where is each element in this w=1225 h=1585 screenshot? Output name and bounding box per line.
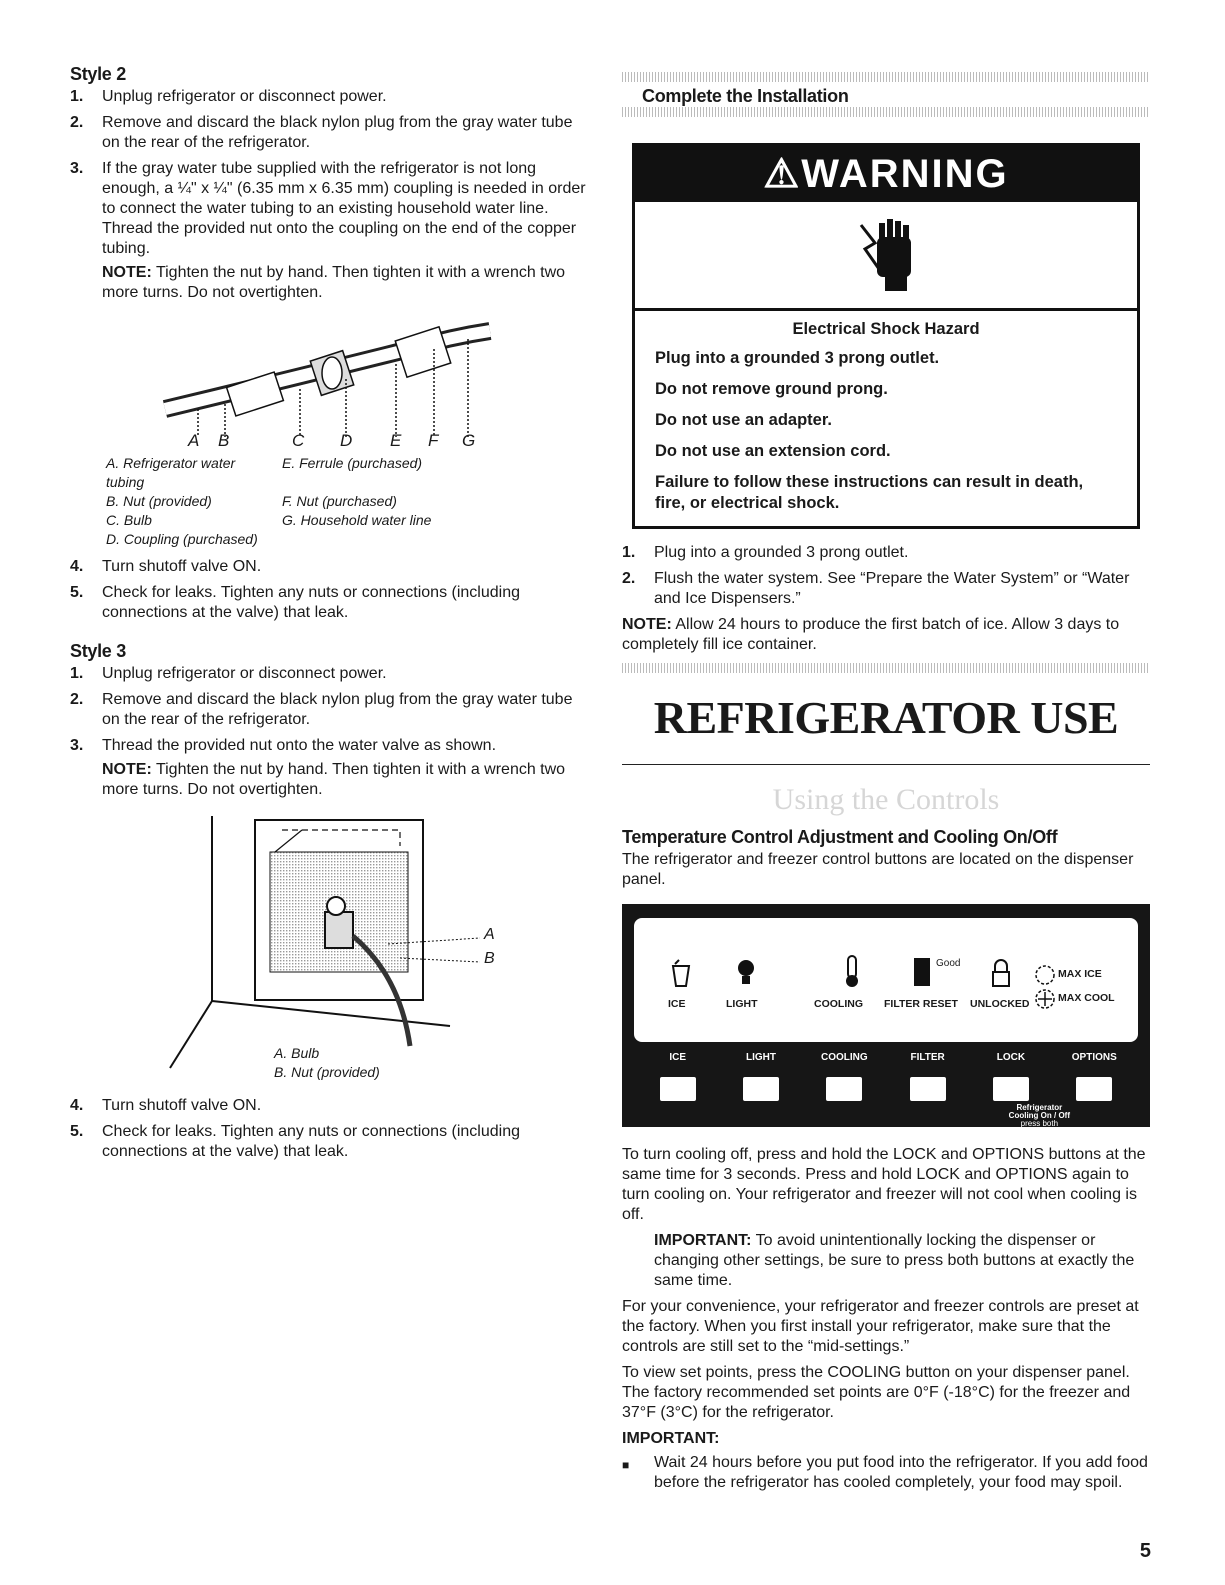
- lock-button[interactable]: LOCK: [981, 1052, 1041, 1101]
- shock-hazard-icon: [635, 202, 1137, 311]
- style2-captions: A. Refrigerator water tubing E. Ferrule (purchased) B. Nut (provided) F. Nut (purchased) C. Bulb G. Household water line D. Coupling (purchased): [106, 455, 432, 547]
- divider: [622, 72, 1150, 82]
- list-item: 4. Turn shutoff valve ON.: [70, 558, 262, 575]
- cooling-off-text: To turn cooling off, press and hold the LOCK and OPTIONS buttons at the same time for 3 seconds. Press and hold LOCK and OPTIONS again to turn cooling on. Your refrigerator and freezer will not cool when cooling is off.: [622, 1146, 1146, 1223]
- complete-note: NOTE: Allow 24 hours to produce the first batch of ice. Allow 3 days to completely fill ice container.: [622, 616, 1120, 653]
- page-number: 5: [1139, 1540, 1151, 1562]
- label-c: C: [292, 431, 305, 450]
- style2-note: NOTE: Tighten the nut by hand. Then tighten it with a wrench two more turns. Do not overtighten.: [102, 264, 566, 301]
- list-item: 1. Plug into a grounded 3 prong outlet.: [622, 544, 909, 561]
- label-b: B: [218, 431, 230, 450]
- complete-heading: Complete the Installation: [642, 86, 849, 106]
- style2-heading: Style 2: [70, 64, 126, 84]
- list-item: 3. Thread the provided nut onto the water valve as shown.: [70, 737, 497, 754]
- label-a: A: [188, 431, 200, 450]
- section-title: Using the Controls: [772, 783, 1000, 816]
- title-rule: [622, 764, 1150, 765]
- max-cool-label: MAX COOL: [1058, 992, 1115, 1004]
- divider: [622, 663, 1150, 673]
- label-g: G: [462, 431, 476, 450]
- divider: [622, 107, 1150, 117]
- cooling-onoff-badge: Refrigerator Cooling On / Off press both: [1008, 1103, 1070, 1128]
- display-cooling-label: COOLING: [814, 998, 863, 1010]
- max-cool-icon: [1034, 988, 1056, 1013]
- style3-note: NOTE: Tighten the nut by hand. Then tighten it with a wrench two more turns. Do not overtighten.: [102, 761, 566, 798]
- complete-steps: [622, 543, 1150, 655]
- panel-buttons: [622, 1052, 1150, 1101]
- warning-box: [632, 143, 1140, 529]
- warning-header: ⚠WARNING: [635, 146, 1137, 202]
- filter-good-label: Good: [936, 958, 961, 969]
- filter-button[interactable]: FILTER: [898, 1052, 958, 1101]
- dispenser-panel: [622, 904, 1150, 1127]
- label-f: F: [428, 431, 439, 450]
- light-button[interactable]: LIGHT: [731, 1052, 791, 1101]
- lock-icon: [990, 958, 1012, 991]
- list-item: 1. Unplug refrigerator or disconnect power.: [70, 88, 387, 105]
- light-bulb-icon: [736, 958, 756, 991]
- cooling-button[interactable]: COOLING: [814, 1052, 874, 1101]
- tubing-illustration: [70, 309, 590, 454]
- list-item: 3. If the gray water tube supplied with the refrigerator is not long enough, a ¼" x ¼" (6.35 mm x 6.35 mm) coupling is needed in order to connect the water tubing to an existing household water line. Thread the provided nut onto the coupling on the end of the copper tubing.: [70, 160, 586, 257]
- list-item: 4. Turn shutoff valve ON.: [70, 1097, 262, 1114]
- list-item: 5. Check for leaks. Tighten any nuts or connections (including connections at the valve) that leak.: [70, 1123, 521, 1160]
- warning-triangle-icon: ⚠: [763, 152, 802, 196]
- intro-text: The refrigerator and freezer control buttons are located on the dispenser panel.: [622, 851, 1134, 888]
- preset-text: For your convenience, your refrigerator and freezer controls are preset at the factory. When you first install your refrigerator, make sure that the controls are still set to the “mid-settings.”: [622, 1298, 1139, 1355]
- display-light-label: LIGHT: [726, 998, 758, 1010]
- important-text: IMPORTANT: To avoid unintentionally locking the dispenser or changing other settings, be sure to press both buttons at exactly the same time.: [654, 1232, 1135, 1289]
- style3-heading: Style 3: [70, 641, 126, 661]
- panel-display: [634, 918, 1138, 1042]
- list-item: 5. Check for leaks. Tighten any nuts or connections (including connections at the valve) that leak.: [70, 584, 521, 621]
- label-e: E: [390, 431, 402, 450]
- list-item: ■ Wait 24 hours before you put food into the refrigerator. If you add food before the refrigerator has cooled completely, your food may spoil.: [622, 1454, 1148, 1491]
- ice-button[interactable]: ICE: [648, 1052, 708, 1101]
- style2-figure: [70, 309, 590, 454]
- ice-icon: [670, 958, 692, 991]
- style3-captions: A. Bulb B. Nut (provided): [274, 1045, 380, 1080]
- label-b: B: [484, 950, 495, 967]
- max-ice-icon: [1034, 964, 1056, 989]
- display-filter-reset-label: FILTER RESET: [884, 998, 958, 1010]
- max-ice-label: MAX ICE: [1058, 968, 1102, 980]
- list-item: 2. Remove and discard the black nylon plug from the gray water tube on the rear of the refrigerator.: [70, 114, 573, 151]
- bullet-icon: ■: [622, 1458, 630, 1472]
- list-item: 1. Unplug refrigerator or disconnect power.: [70, 665, 387, 682]
- right-column: [622, 72, 1150, 1493]
- temp-control-heading: Temperature Control Adjustment and Cooling On/Off: [622, 827, 1058, 847]
- display-unlocked-label: UNLOCKED: [970, 998, 1030, 1010]
- important-heading: IMPORTANT:: [622, 1430, 720, 1447]
- label-d: D: [340, 431, 353, 450]
- label-a: A: [484, 926, 495, 943]
- style3-figure: [70, 816, 590, 1084]
- page-title: REFRIGERATOR USE: [653, 692, 1119, 743]
- thermometer-icon: [842, 954, 862, 991]
- set-points-text: To view set points, press the COOLING button on your dispenser panel. The factory recommended set points are 0°F (-18°C) for the freezer and 37°F (3°C) for the refrigerator.: [622, 1364, 1131, 1421]
- filter-icon: [912, 956, 932, 991]
- options-button[interactable]: OPTIONS: [1064, 1052, 1124, 1101]
- left-column: [70, 64, 590, 1168]
- display-ice-label: ICE: [668, 998, 686, 1010]
- list-item: 2. Remove and discard the black nylon plug from the gray water tube on the rear of the refrigerator.: [70, 691, 573, 728]
- warning-body: Electrical Shock Hazard Plug into a grounded 3 prong outlet. Do not remove ground prong. Do not use an adapter. Do not use an extension cord. Failure to follow these instructions can result in death, fire, or electrical shock.: [655, 320, 1084, 512]
- list-item: 2. Flush the water system. See “Prepare the Water System” or “Water and Ice Dispensers.”: [622, 570, 1130, 607]
